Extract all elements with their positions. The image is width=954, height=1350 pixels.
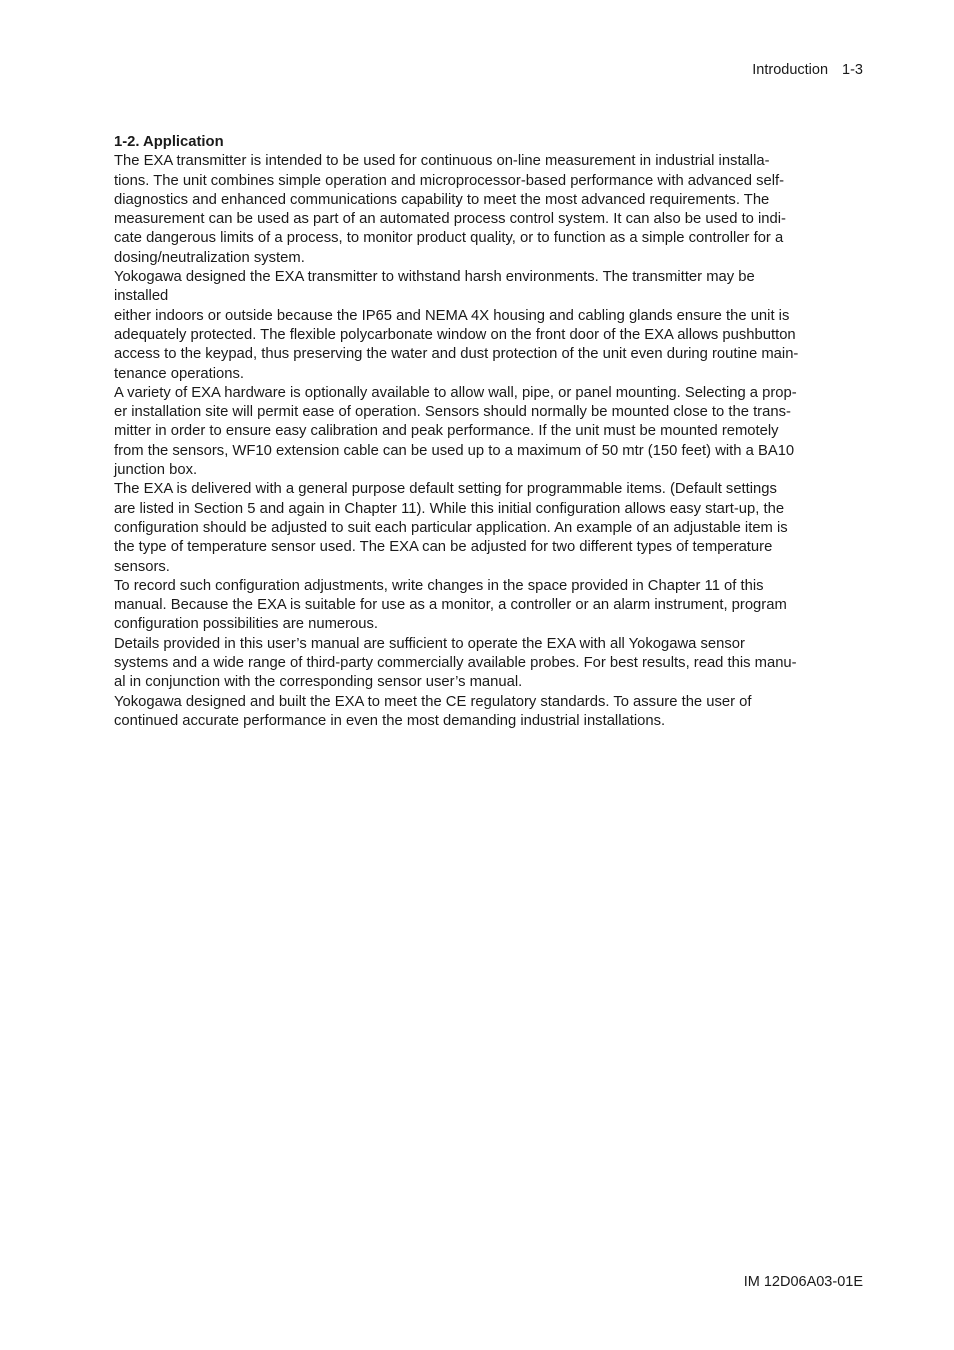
page-footer bbox=[744, 1273, 863, 1291]
body-paragraph: Details provided in this user’s manual are sufficient to operate the EXA with all Yokogawa sensor systems and a wide range of third-party commercially available probes. For best results, read this manu- al in conjunction with the corresponding sensor user’s manual. bbox=[114, 635, 797, 691]
main-content bbox=[114, 133, 864, 731]
body-paragraph: either indoors or outside because the IP65 and NEMA 4X housing and cabling glands ensure the unit is adequately protected. The flexible polycarbonate window on the front door of the EXA allows pushbutton access to the keypad, thus preserving the water and dust protection of the unit even during routine main- tenance operations. bbox=[114, 307, 799, 382]
document-number: IM 12D06A03-01E bbox=[743, 1274, 863, 1290]
section-heading: 1-2. Application bbox=[114, 134, 224, 150]
body-paragraph: The EXA transmitter is intended to be used for continuous on-line measurement in industrial installa- tions. The unit combines simple operation and microprocessor-based performance with advanced self- diagnostics and enhanced communications capability to meet the most advanced requirements. The measurement can be used as part of an automated process control system. It can also be used to indi- cate dangerous limits of a process, to monitor product quality, or to function as a simple controller for a dosing/neutralization system. bbox=[114, 153, 786, 266]
body-paragraph: Yokogawa designed and built the EXA to meet the CE regulatory standards. To assure the user of continued accurate performance in even the most demanding industrial installations. bbox=[114, 693, 752, 729]
section-body bbox=[114, 152, 864, 731]
header-page-number: 1-3 bbox=[842, 62, 863, 78]
page-header bbox=[752, 61, 863, 79]
header-section-name: Introduction bbox=[752, 62, 829, 78]
body-paragraph: The EXA is delivered with a general purpose default setting for programmable items. (Default settings are listed in Section 5 and again in Chapter 11). While this initial configuration allows easy start-up, the configuration should be adjusted to suit each particular application. An example of an adjustable item is the type of temperature sensor used. The EXA can be adjusted for two different types of temperature sensors. bbox=[114, 481, 788, 575]
body-paragraph: A variety of EXA hardware is optionally available to allow wall, pipe, or panel mounting. Selecting a prop- er installation site will permit ease of operation. Sensors should normally be mounted close to the trans- mitter in order to ensure easy calibration and peak performance. If the unit must be mounted remotely from the sensors, WF10 extension cable can be used up to a maximum of 50 mtr (150 feet) with a BA10 junction box. bbox=[114, 384, 797, 479]
body-paragraph: To record such configuration adjustments, write changes in the space provided in Chapter 11 of this manual. Because the EXA is suitable for use as a monitor, a controller or an alarm instrument, program configuration possibilities are numerous. bbox=[114, 577, 787, 633]
body-paragraph: Yokogawa designed the EXA transmitter to withstand harsh environments. The transmitter may be installed bbox=[114, 269, 755, 305]
